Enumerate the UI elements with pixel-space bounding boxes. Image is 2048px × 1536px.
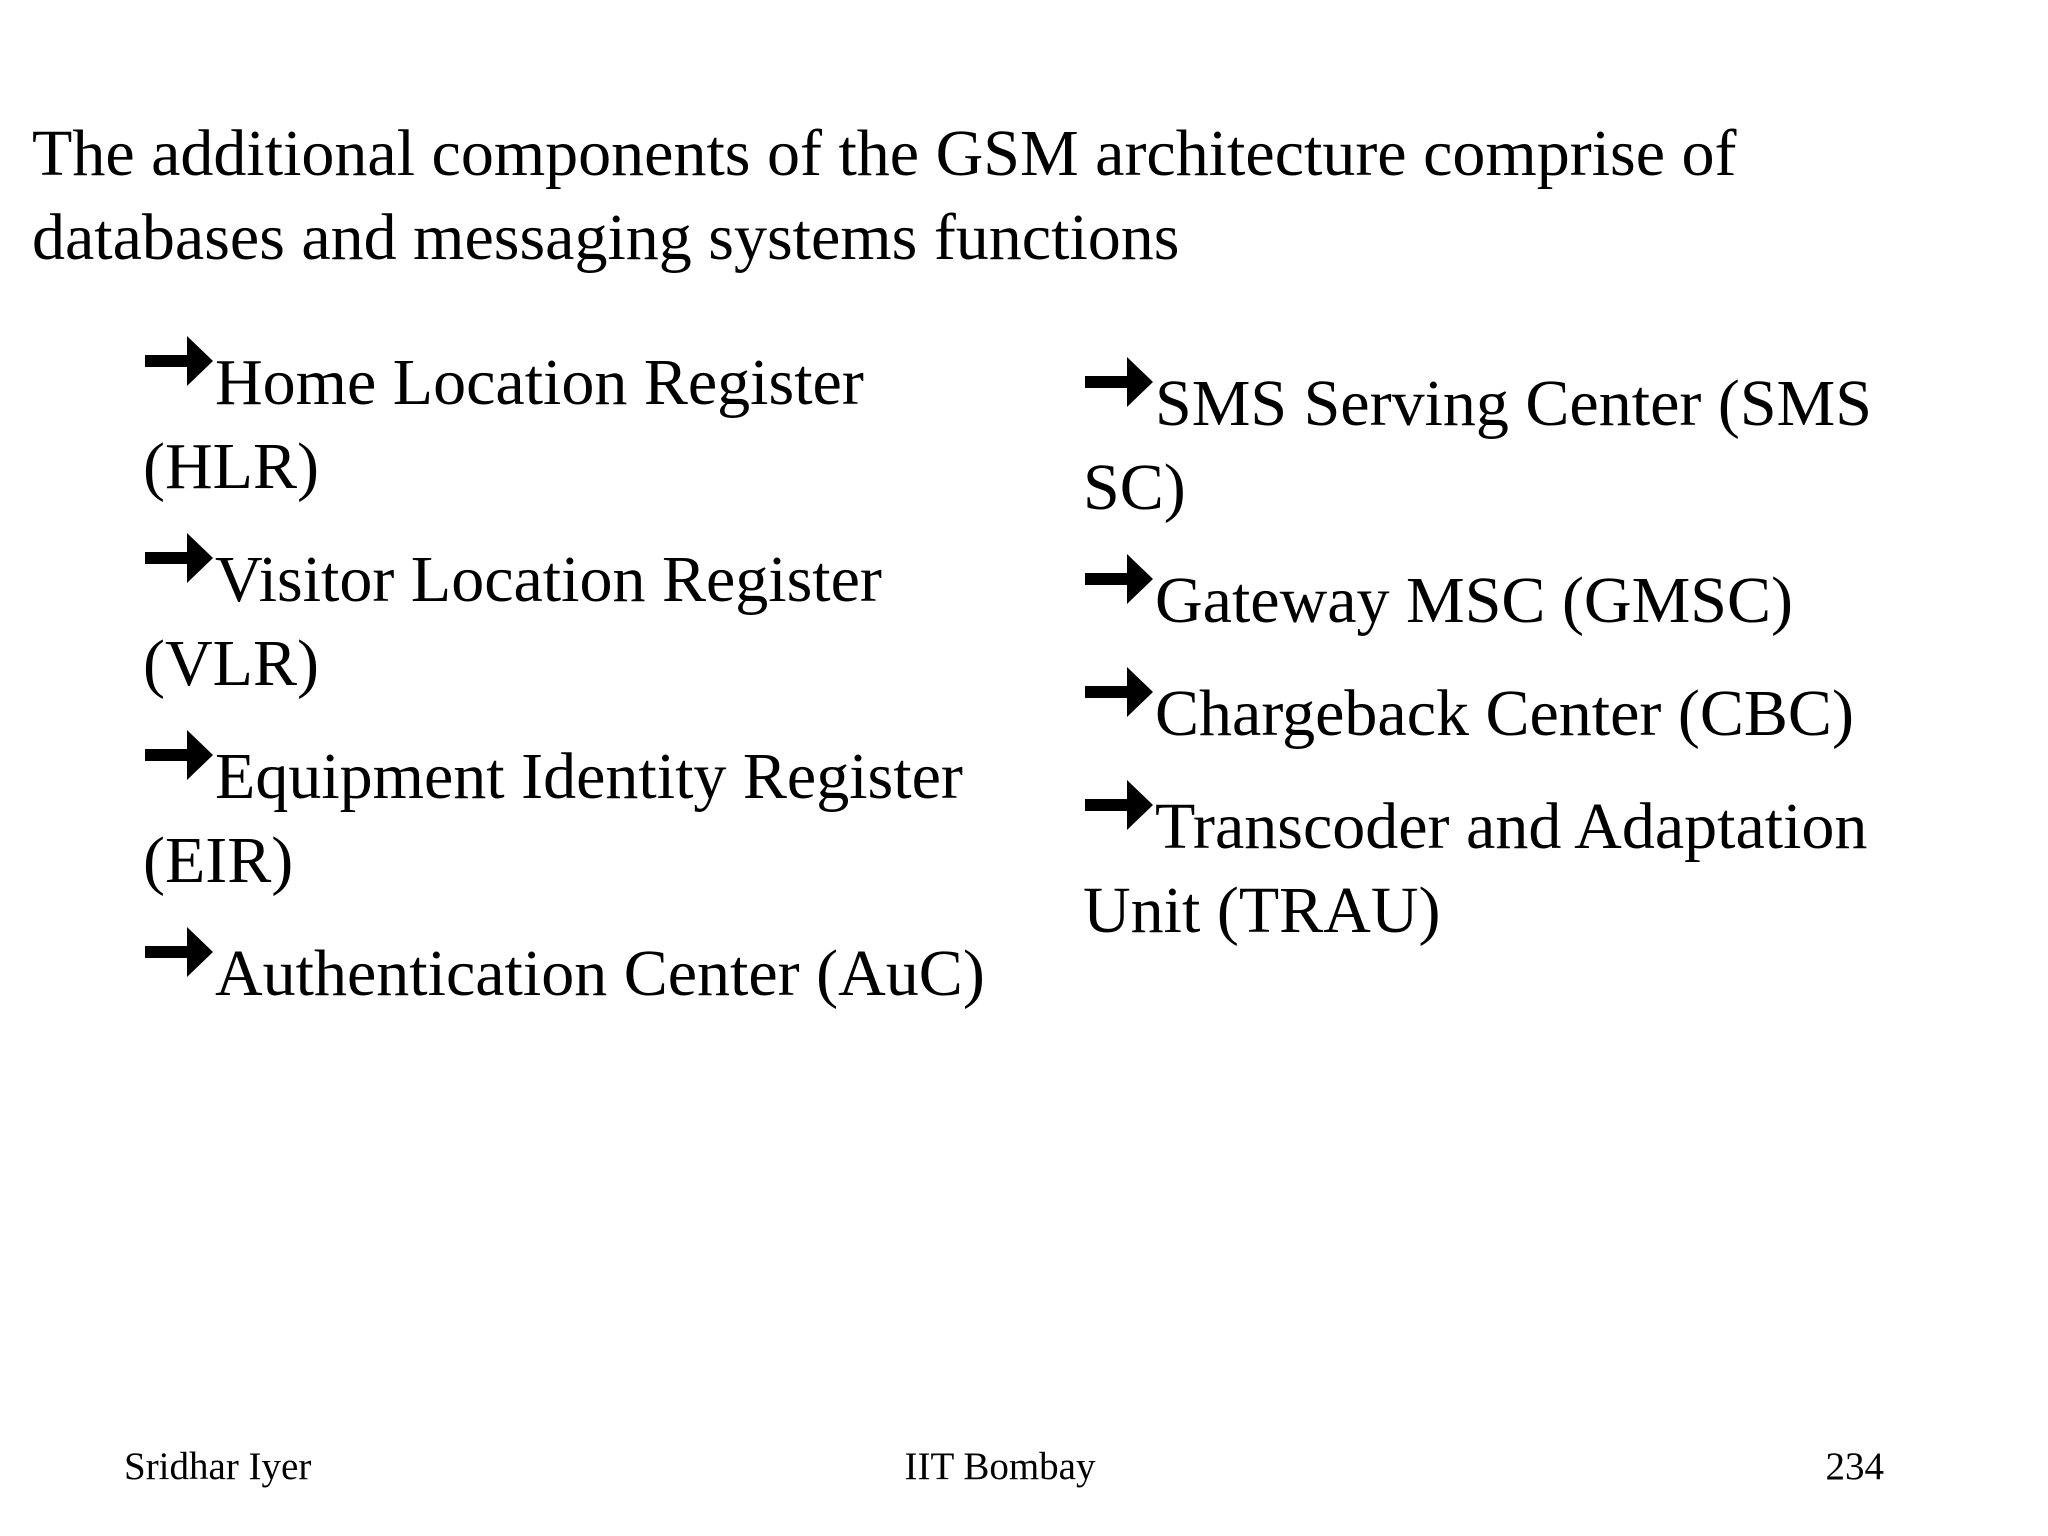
list-item-label: Visitor Location Register (VLR): [143, 543, 882, 700]
arrow-right-icon: [143, 531, 215, 585]
right-bullet-list: [1083, 355, 1983, 975]
list-item-label: Authentication Center (AuC): [215, 937, 985, 1010]
arrow-right-icon: [143, 728, 215, 782]
list-item-label: Chargeback Center (CBC): [1155, 677, 1854, 750]
footer-institution: IIT Bombay: [904, 1445, 1096, 1488]
arrow-right-icon: [1083, 778, 1155, 832]
list-item-label: Equipment Identity Register (EIR): [143, 740, 963, 897]
arrow-right-icon: [143, 334, 215, 388]
list-item-auc: [143, 925, 1023, 1016]
list-item-cbc: [1083, 665, 1983, 756]
list-item-gmsc: [1083, 552, 1983, 643]
list-item-vlr: [143, 531, 1023, 706]
list-item-sms-sc: [1083, 355, 1983, 530]
list-item-label: Gateway MSC (GMSC): [1155, 564, 1793, 637]
list-item-label: Transcoder and Adaptation Unit (TRAU): [1083, 790, 1868, 947]
list-item-label: SMS Serving Center (SMS SC): [1083, 367, 1872, 524]
footer-page-number: 234: [1825, 1445, 1884, 1488]
arrow-right-icon: [1083, 552, 1155, 606]
footer-author: Sridhar Iyer: [124, 1445, 312, 1488]
list-item-hlr: [143, 334, 1023, 509]
list-item-trau: [1083, 778, 1983, 953]
list-item-label: Home Location Register (HLR): [143, 346, 864, 503]
arrow-right-icon: [1083, 355, 1155, 409]
arrow-right-icon: [143, 925, 215, 979]
left-bullet-list: [143, 334, 1023, 1038]
list-item-eir: [143, 728, 1023, 903]
arrow-right-icon: [1083, 665, 1155, 719]
slide-heading: The additional components of the GSM architecture comprise of databases and messaging systems functions: [32, 117, 1737, 274]
